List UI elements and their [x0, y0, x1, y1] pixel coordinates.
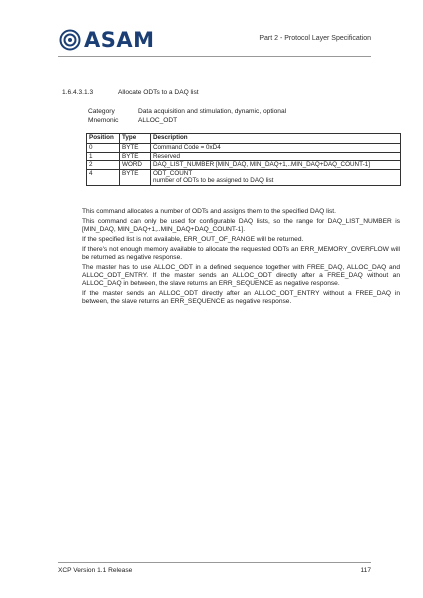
column-header-description: Description	[151, 134, 401, 144]
section-heading	[62, 89, 199, 96]
document-part-title: Part 2 - Protocol Layer Specification	[259, 35, 371, 42]
paragraph: The master has to use ALLOC_ODT in a defined sequence together with FREE_DAQ, ALLOC_DAQ and ALLOC_ODT_ENTRY. If the master sends an ALLOC_ODT directly after a FREE_DAQ without an ALLOC_DAQ in between, the slave returns an ERR_SEQUENCE as negative response.	[82, 264, 400, 287]
category-value: Data acquisition and stimulation, dynamic, optional	[138, 108, 287, 115]
cell-type: BYTE	[120, 144, 151, 153]
column-header-type: Type	[120, 134, 151, 144]
cell-description-main: ODT_COUNT	[153, 169, 193, 177]
page-number: 117	[360, 567, 371, 574]
paragraph: This command allocates a number of ODTs and assigns them to the specified DAQ list.	[82, 208, 336, 215]
footer-divider	[58, 562, 371, 563]
cell-description: DAQ_LIST_NUMBER [MIN_DAQ, MIN_DAQ+1,..MIN_DAQ+DAQ_COUNT-1]	[151, 161, 401, 170]
category-row	[88, 108, 286, 117]
category-label: Category	[88, 108, 115, 115]
paragraph: If the specified list is not available, ERR_OUT_OF_RANGE will be returned.	[82, 236, 304, 244]
table-header-row	[87, 134, 401, 144]
logo-text: ASAM	[84, 27, 155, 52]
paragraph: If there's not enough memory available to allocate the requested ODTs an ERR_MEMORY_OVERFLOW will be returned as negative response.	[82, 246, 400, 262]
cell-type: WORD	[120, 161, 151, 170]
column-header-position: Position	[87, 134, 120, 144]
cell-description	[151, 169, 401, 185]
cell-description: Command Code = 0xD4	[151, 144, 401, 153]
section-title: Allocate ODTs to a DAQ list	[118, 89, 199, 96]
asam-emblem-icon	[59, 29, 81, 51]
cell-position: 4	[87, 169, 120, 185]
table-row	[87, 144, 401, 153]
header-divider	[58, 56, 371, 57]
cell-position: 0	[87, 144, 120, 153]
cell-description: Reserved	[151, 152, 401, 161]
mnemonic-label: Mnemonic	[88, 116, 119, 124]
table-row	[87, 161, 401, 170]
body-text	[82, 208, 400, 308]
command-meta	[88, 108, 286, 125]
paragraph: This command can only be used for configurable DAQ lists, so the range for DAQ_LIST_NUMBER is [MIN_DAQ, MIN_DAQ+1,..MIN_DAQ+DAQ_COUNT-1].	[82, 218, 400, 233]
mnemonic-value: ALLOC_ODT	[138, 116, 178, 124]
cell-type: BYTE	[120, 152, 151, 161]
section-number: 1.6.4.3.1.3	[62, 89, 94, 96]
mnemonic-row	[88, 117, 286, 126]
cell-description-note: number of ODTs to be assigned to DAQ list	[153, 177, 274, 185]
footer-version: XCP Version 1.1 Release	[58, 567, 133, 574]
table-row	[87, 152, 401, 161]
paragraph: If the master sends an ALLOC_ODT directly after an ALLOC_ODT_ENTRY without a FREE_DAQ in between, the slave returns an ERR_SEQUENCE as negative response.	[82, 289, 400, 305]
cell-position: 1	[87, 152, 120, 161]
cell-type: BYTE	[120, 169, 151, 185]
cell-position: 2	[87, 161, 120, 170]
asam-logo	[59, 28, 155, 52]
parameter-table	[86, 133, 401, 186]
table-row	[87, 169, 401, 185]
